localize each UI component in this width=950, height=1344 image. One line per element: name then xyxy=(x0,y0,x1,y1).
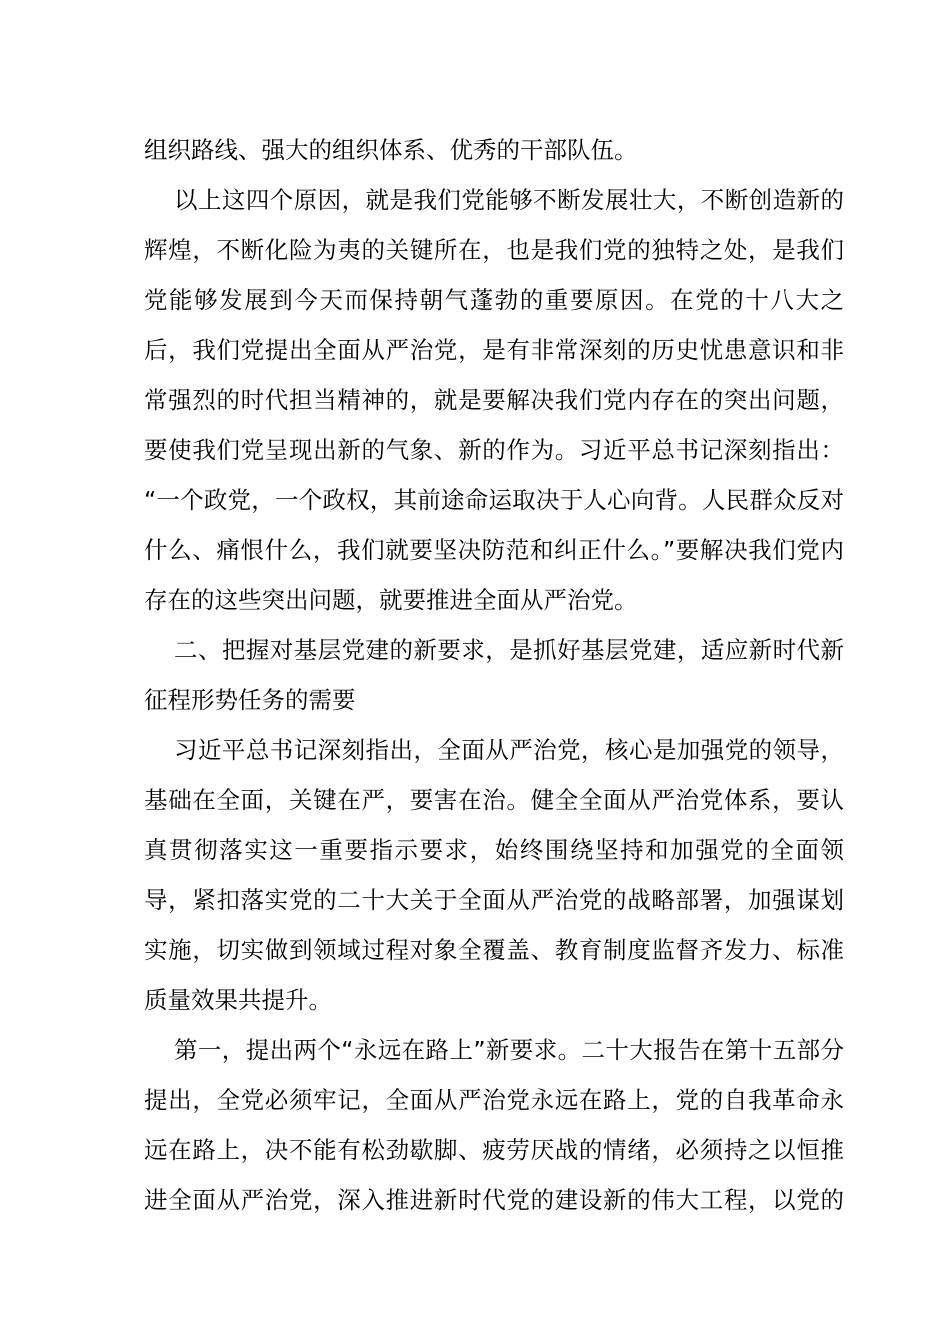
text-line-19: 第一，提出两个“永远在路上”新要求。二十大报告在第十五部分 xyxy=(174,1036,844,1064)
text-line-3: 辉煌，不断化险为夷的关键所在，也是我们党的独特之处，是我们 xyxy=(144,236,844,264)
text-line-15: 真贯彻落实这一重要指示要求，始终围绕坚持和加强党的全面领 xyxy=(144,836,844,864)
text-line-14: 基础在全面，关键在严，要害在治。健全全面从严治党体系，要认 xyxy=(144,786,844,814)
text-line-10: 存在的这些突出问题，就要推进全面从严治党。 xyxy=(144,586,638,614)
text-line-9: 什么、痛恨什么，我们就要坚决防范和纠正什么。”要解决我们党内 xyxy=(144,536,844,564)
text-line-21: 远在路上，决不能有松劲歇脚、疲劳厌战的情绪，必须持之以恒推 xyxy=(144,1136,844,1164)
text-line-7: 要使我们党呈现出新的气象、新的作为。习近平总书记深刻指出： xyxy=(144,436,844,464)
heading-line-2: 征程形势任务的需要 xyxy=(144,686,356,714)
heading-line-1: 二、把握对基层党建的新要求，是抓好基层党建，适应新时代新 xyxy=(174,636,844,664)
text-line-5: 后，我们党提出全面从严治党，是有非常深刻的历史忧患意识和非 xyxy=(144,336,844,364)
text-line-22: 进全面从严治党，深入推进新时代党的建设新的伟大工程，以党的 xyxy=(144,1186,844,1214)
text-line-18: 质量效果共提升。 xyxy=(144,986,332,1014)
text-line-20: 提出，全党必须牢记，全面从严治党永远在路上，党的自我革命永 xyxy=(144,1086,844,1114)
text-line-13: 习近平总书记深刻指出，全面从严治党，核心是加强党的领导， xyxy=(174,736,844,764)
text-line-8: “一个政党，一个政权，其前途命运取决于人心向背。人民群众反对 xyxy=(144,486,844,514)
text-line-6: 常强烈的时代担当精神的，就是要解决我们党内存在的突出问题， xyxy=(144,386,844,414)
text-line-16: 导，紧扣落实党的二十大关于全面从严治党的战略部署，加强谋划 xyxy=(144,886,844,914)
text-line-17: 实施，切实做到领域过程对象全覆盖、教育制度监督齐发力、标准 xyxy=(144,936,844,964)
text-line-2: 以上这四个原因，就是我们党能够不断发展壮大，不断创造新的 xyxy=(174,186,844,214)
text-line-1: 组织路线、强大的组织体系、优秀的干部队伍。 xyxy=(144,136,638,164)
text-line-4: 党能够发展到今天而保持朝气蓬勃的重要原因。在党的十八大之 xyxy=(144,286,844,314)
